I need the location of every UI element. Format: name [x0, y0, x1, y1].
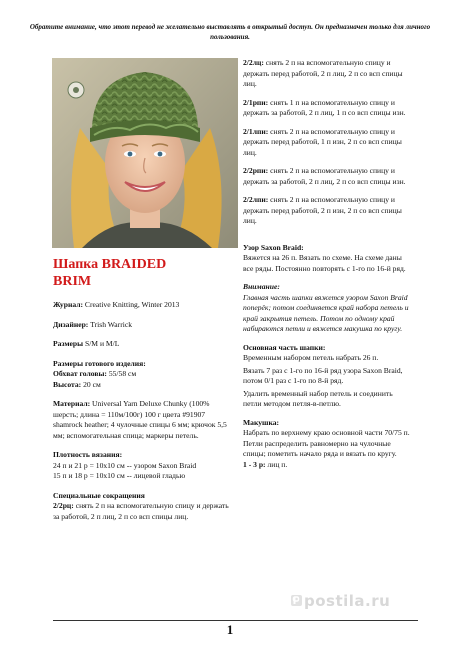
main-part-step-2-row — [243, 366, 410, 387]
sizes-value: S/M и M/L — [83, 339, 120, 348]
main-part-heading: Основная часть шапки: — [243, 342, 326, 352]
circumference-value: 55/58 см — [106, 369, 137, 378]
abbr-2-2rpi-value: снять 2 п на вспомогательную спицу и держать за работой, 2 п лиц, 2 п со всп спицы изн. — [243, 166, 406, 186]
crown-section — [243, 418, 410, 471]
crown-text: Набрать по верхнему краю основной части 70/75 п. Петли распределить равномерно на чулочные спицы; пометить начало ряда и вязать по кругу. — [243, 428, 410, 458]
page-number: 1 — [226, 622, 234, 637]
height-label: Высота: — [53, 379, 82, 389]
material-row — [53, 399, 233, 441]
main-part-step-3-row — [243, 389, 410, 410]
journal-label: Журнал: — [53, 300, 83, 309]
postila-logo-icon — [290, 594, 303, 607]
abbr-2-2rc-label: 2/2рц: — [53, 501, 74, 510]
sizes-row — [53, 339, 233, 350]
abbr-2-1lpi-label: 2/1лпи: — [243, 126, 269, 136]
abbr-2-2lc-value: снять 2 п на вспомогательную спицу и держать перед работой, 2 п лиц, 2 п со всп спицы лиц. — [243, 58, 403, 88]
designer-label: Дизайнер: — [53, 319, 89, 329]
abbr-2-2lpi-value: снять 2 п на вспомогательную спицу и держать перед работой, 2 п изн, 2 п со всп спицы лиц. — [243, 195, 402, 225]
left-column — [53, 300, 233, 531]
journal-row — [53, 300, 233, 311]
abbr-2-2lc — [243, 58, 410, 90]
main-part-step-3: Удалить временный набор петель и соединить петли методом петля-в-петлю. — [243, 388, 393, 408]
abbr-2-2lpi-label: 2/2лпи: — [243, 195, 269, 204]
pattern-title — [53, 256, 243, 290]
saxon-braid-text: Вяжется на 26 п. Вязать по схеме. На схеме даны все ряды. Постоянно повторять с 1-го по 16-й ряд. — [243, 253, 406, 273]
abbr-2-2rpi — [243, 166, 410, 187]
circumference-label: Обхват головы: — [53, 369, 107, 378]
attention-section — [243, 282, 410, 335]
privacy-notice: Обратите внимание, что этот перевод не желательно выставлять в открытый доступ. Он предназначен только для личного пользования. — [29, 23, 431, 41]
abbr-2-1rpi — [243, 98, 410, 119]
title-line-2: BRIM — [53, 274, 92, 289]
gauge-line-2: 15 п и 18 р = 10x10 см -- лицевой гладью — [53, 471, 186, 480]
designer-row — [53, 320, 233, 331]
footer-rule — [53, 620, 418, 621]
designer-value: Trish Warrick — [88, 319, 133, 329]
attention-heading: Внимание: — [243, 282, 280, 291]
watermark: postila.ru — [304, 592, 391, 610]
abbr-2-1rpi-value: снять 1 п на вспомогательную спицу и держать за работой, 2 п лиц, 1 п со всп спицы изн. — [243, 97, 406, 117]
saxon-braid-section — [243, 243, 410, 275]
title-line-1: Шапка BRAIDED — [53, 257, 167, 272]
abbr-2-2rpi-label: 2/2рпи: — [243, 166, 269, 175]
gauge-block — [53, 450, 233, 482]
material-value: Universal Yarn Deluxe Chunky (100% шерсть; длина = 110м/100г) 100 г цвета #91907 shamrock heather; 4 чулочные спицы 6 мм; крючок 5,5 мм; вспомогательная спица; маркеры петель. — [53, 399, 227, 440]
abbr-2-2lpi — [243, 195, 410, 227]
woman-in-hat-illustration — [52, 58, 238, 248]
main-part-step-1: Временным набором петель набрать 26 п. — [243, 353, 379, 362]
sizes-label: Размеры — [53, 339, 84, 348]
abbreviations-block — [53, 491, 233, 523]
right-column — [243, 58, 410, 478]
height-value: 20 см — [81, 379, 101, 389]
abbr-2-1rpi-label: 2/1рпи: — [243, 97, 269, 107]
gauge-label: Плотность вязания: — [53, 450, 123, 459]
rows-1-3-value: лиц п. — [265, 459, 288, 469]
main-part-section — [243, 343, 410, 364]
abbreviations-label: Специальные сокращения — [53, 490, 145, 500]
finished-size-block — [53, 359, 233, 391]
abbr-2-2rc-value: снять 2 п на вспомогательную спицу и держать за работой, 2 п лиц, 2 п со всп спицы лиц. — [53, 501, 229, 521]
abbr-2-1lpi — [243, 127, 410, 159]
finished-heading: Размеры готового изделия: — [53, 358, 146, 368]
attention-text: Главная часть шапки вяжется узором Saxon Braid поперёк; потом соединяется край набора петель и край закрытия петель. Потом по одному край набираются петли и вяжется макушка по кругу. — [243, 292, 409, 333]
saxon-braid-heading: Узор Saxon Braid: — [243, 242, 304, 252]
journal-value: Creative Knitting, Winter 2013 — [82, 300, 180, 309]
material-label: Материал: — [53, 399, 91, 408]
crown-heading: Макушка: — [243, 417, 280, 427]
abbr-2-1lpi-value: снять 2 п на вспомогательную спицу и держать перед работой, 1 п изн, 2 п со всп спицы лиц. — [243, 126, 402, 157]
rows-1-3-label: 1 - 3 р: — [243, 459, 266, 469]
hat-photo — [52, 58, 238, 248]
main-part-step-2: Вязать 7 раз с 1-го по 16-й ряд узора Saxon Braid, потом 0/1 раз с 1-го по 8-й ряд. — [243, 365, 403, 385]
abbr-2-2lc-label: 2/2лц: — [243, 58, 264, 67]
gauge-line-1: 24 п и 21 р = 10x10 см -- узором Saxon Braid — [53, 460, 197, 470]
